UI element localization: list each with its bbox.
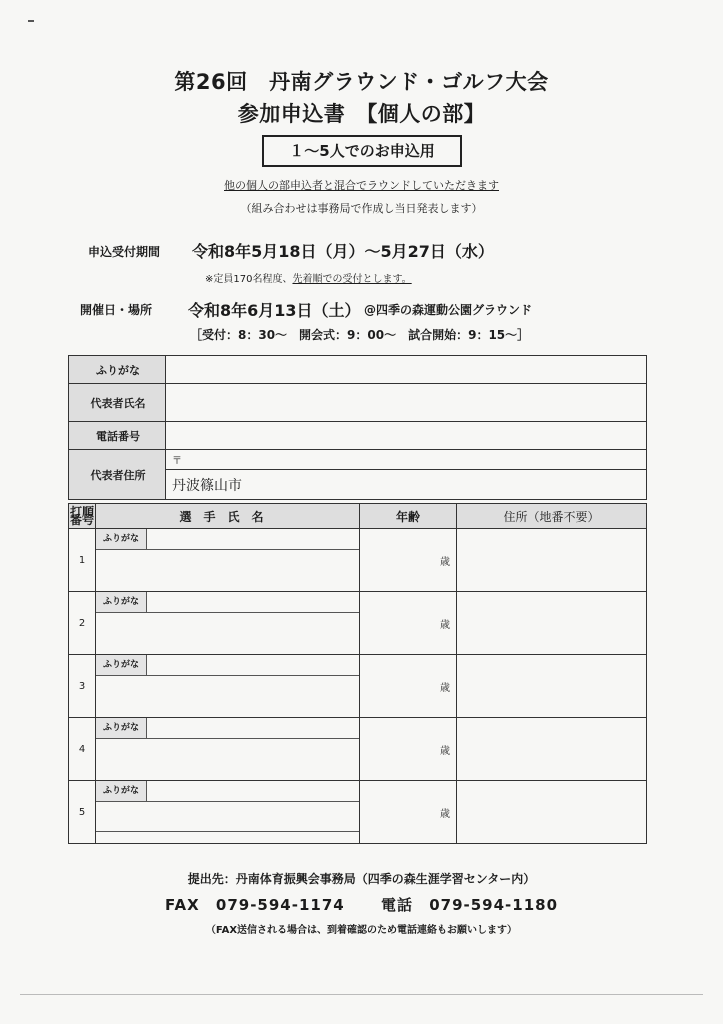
player-address-cell[interactable]: [457, 529, 647, 592]
player-age-cell[interactable]: [360, 655, 457, 718]
address-label-text: 代表者住所: [90, 468, 146, 482]
player-row-number: 1: [69, 529, 96, 592]
event-date: 令和8年6月13日（土）: [188, 301, 361, 320]
player-row-number: 2: [69, 592, 96, 655]
mix-round-note-text: 他の個人の部申込者と混合でラウンドしていただきます: [224, 179, 499, 192]
age-unit: 歳: [440, 619, 450, 631]
player-age-cell[interactable]: [360, 529, 457, 592]
rep-name-label: [69, 384, 166, 422]
player-furigana-label: ふりがな: [96, 655, 147, 676]
age-unit: 歳: [440, 745, 450, 757]
age-header: 年齢: [360, 504, 457, 529]
player-name-cell[interactable]: [96, 529, 360, 592]
capacity-note: [205, 270, 412, 285]
fax-label: FAX: [164, 896, 200, 914]
player-furigana-label: ふりがな: [96, 718, 147, 739]
venue-label: 開催日・場所: [80, 303, 153, 317]
player-row-number: 4: [69, 718, 96, 781]
contact-numbers: [0, 894, 723, 915]
capacity-note-prefix: ※定員170名程度、: [205, 274, 293, 285]
player-age-cell[interactable]: [360, 718, 457, 781]
age-unit: 歳: [440, 556, 450, 568]
submit-destination: 提出先：丹南体育振興会事務局（四季の森生涯学習センター内）: [187, 872, 536, 886]
phone-label: [69, 422, 166, 450]
player-furigana-label: ふりがな: [96, 781, 147, 802]
player-row: [69, 781, 647, 844]
player-age-cell[interactable]: [360, 781, 457, 844]
address-label: [69, 450, 166, 500]
address-field[interactable]: [166, 470, 647, 500]
address-header: 住所（地番不要）: [457, 504, 647, 529]
rep-name-field[interactable]: [166, 384, 647, 422]
age-unit: 歳: [440, 682, 450, 694]
grouping-note: （組み合わせは事務局で作成し当日発表します）: [240, 202, 483, 215]
address-city: 丹波篠山市: [172, 477, 242, 494]
form-title-line1: 第26回 丹南グラウンド・ゴルフ大会: [174, 70, 549, 94]
player-furigana-label: ふりがな: [96, 592, 147, 613]
order-number-header: 打順番号: [69, 505, 94, 527]
group-size-box: １～5人でのお申込用: [262, 135, 462, 167]
player-address-cell[interactable]: [457, 781, 647, 844]
period-label: 申込受付期間: [88, 245, 161, 259]
player-address-cell[interactable]: [457, 718, 647, 781]
rep-name-label-text: 代表者氏名: [90, 396, 146, 410]
player-name-cell[interactable]: [96, 718, 360, 781]
player-furigana-label: ふりがな: [96, 529, 147, 550]
tel-label: 電話: [380, 896, 413, 914]
player-row: [69, 718, 647, 781]
capacity-note-first-come: 先着順での受付とします。: [292, 274, 412, 285]
player-address-cell[interactable]: [457, 592, 647, 655]
postal-mark: 〒: [172, 456, 182, 467]
mix-round-note: [0, 177, 723, 193]
player-name-cell[interactable]: [96, 781, 360, 844]
postal-field[interactable]: [166, 450, 647, 470]
scan-speck: [28, 20, 34, 22]
phone-field[interactable]: [166, 422, 647, 450]
rep-furigana-label: [69, 356, 166, 384]
player-row-number: 3: [69, 655, 96, 718]
event-schedule: ［受付：8：30～ 開会式：9：00～ 試合開始：9：15～］: [190, 328, 530, 342]
fax-number: 079-594-1174: [215, 896, 345, 914]
representative-form: [68, 355, 647, 500]
player-name-header: 選手氏名: [96, 504, 360, 529]
page-edge-line: [20, 994, 703, 995]
event-place: @四季の森運動公園グラウンド: [364, 303, 533, 317]
player-name-cell[interactable]: [96, 592, 360, 655]
player-row: [69, 655, 647, 718]
player-address-cell[interactable]: [457, 655, 647, 718]
rep-furigana-label-text: ふりがな: [96, 363, 140, 377]
players-table: [68, 503, 647, 844]
form-title-line2: 参加申込書 【個人の部】: [237, 102, 486, 126]
age-unit: 歳: [440, 808, 450, 820]
player-name-cell[interactable]: [96, 655, 360, 718]
rep-furigana-field[interactable]: [166, 356, 647, 384]
period-value: 令和8年5月18日（月）～5月27日（水）: [192, 242, 494, 261]
player-row: [69, 529, 647, 592]
tel-number: 079-594-1180: [429, 896, 559, 914]
player-age-cell[interactable]: [360, 592, 457, 655]
phone-label-text: 電話番号: [96, 429, 140, 443]
player-row: [69, 592, 647, 655]
fax-confirmation-note: （FAX送信される場合は、到着確認のため電話連絡もお願いします）: [205, 925, 518, 936]
player-row-number: 5: [69, 781, 96, 844]
